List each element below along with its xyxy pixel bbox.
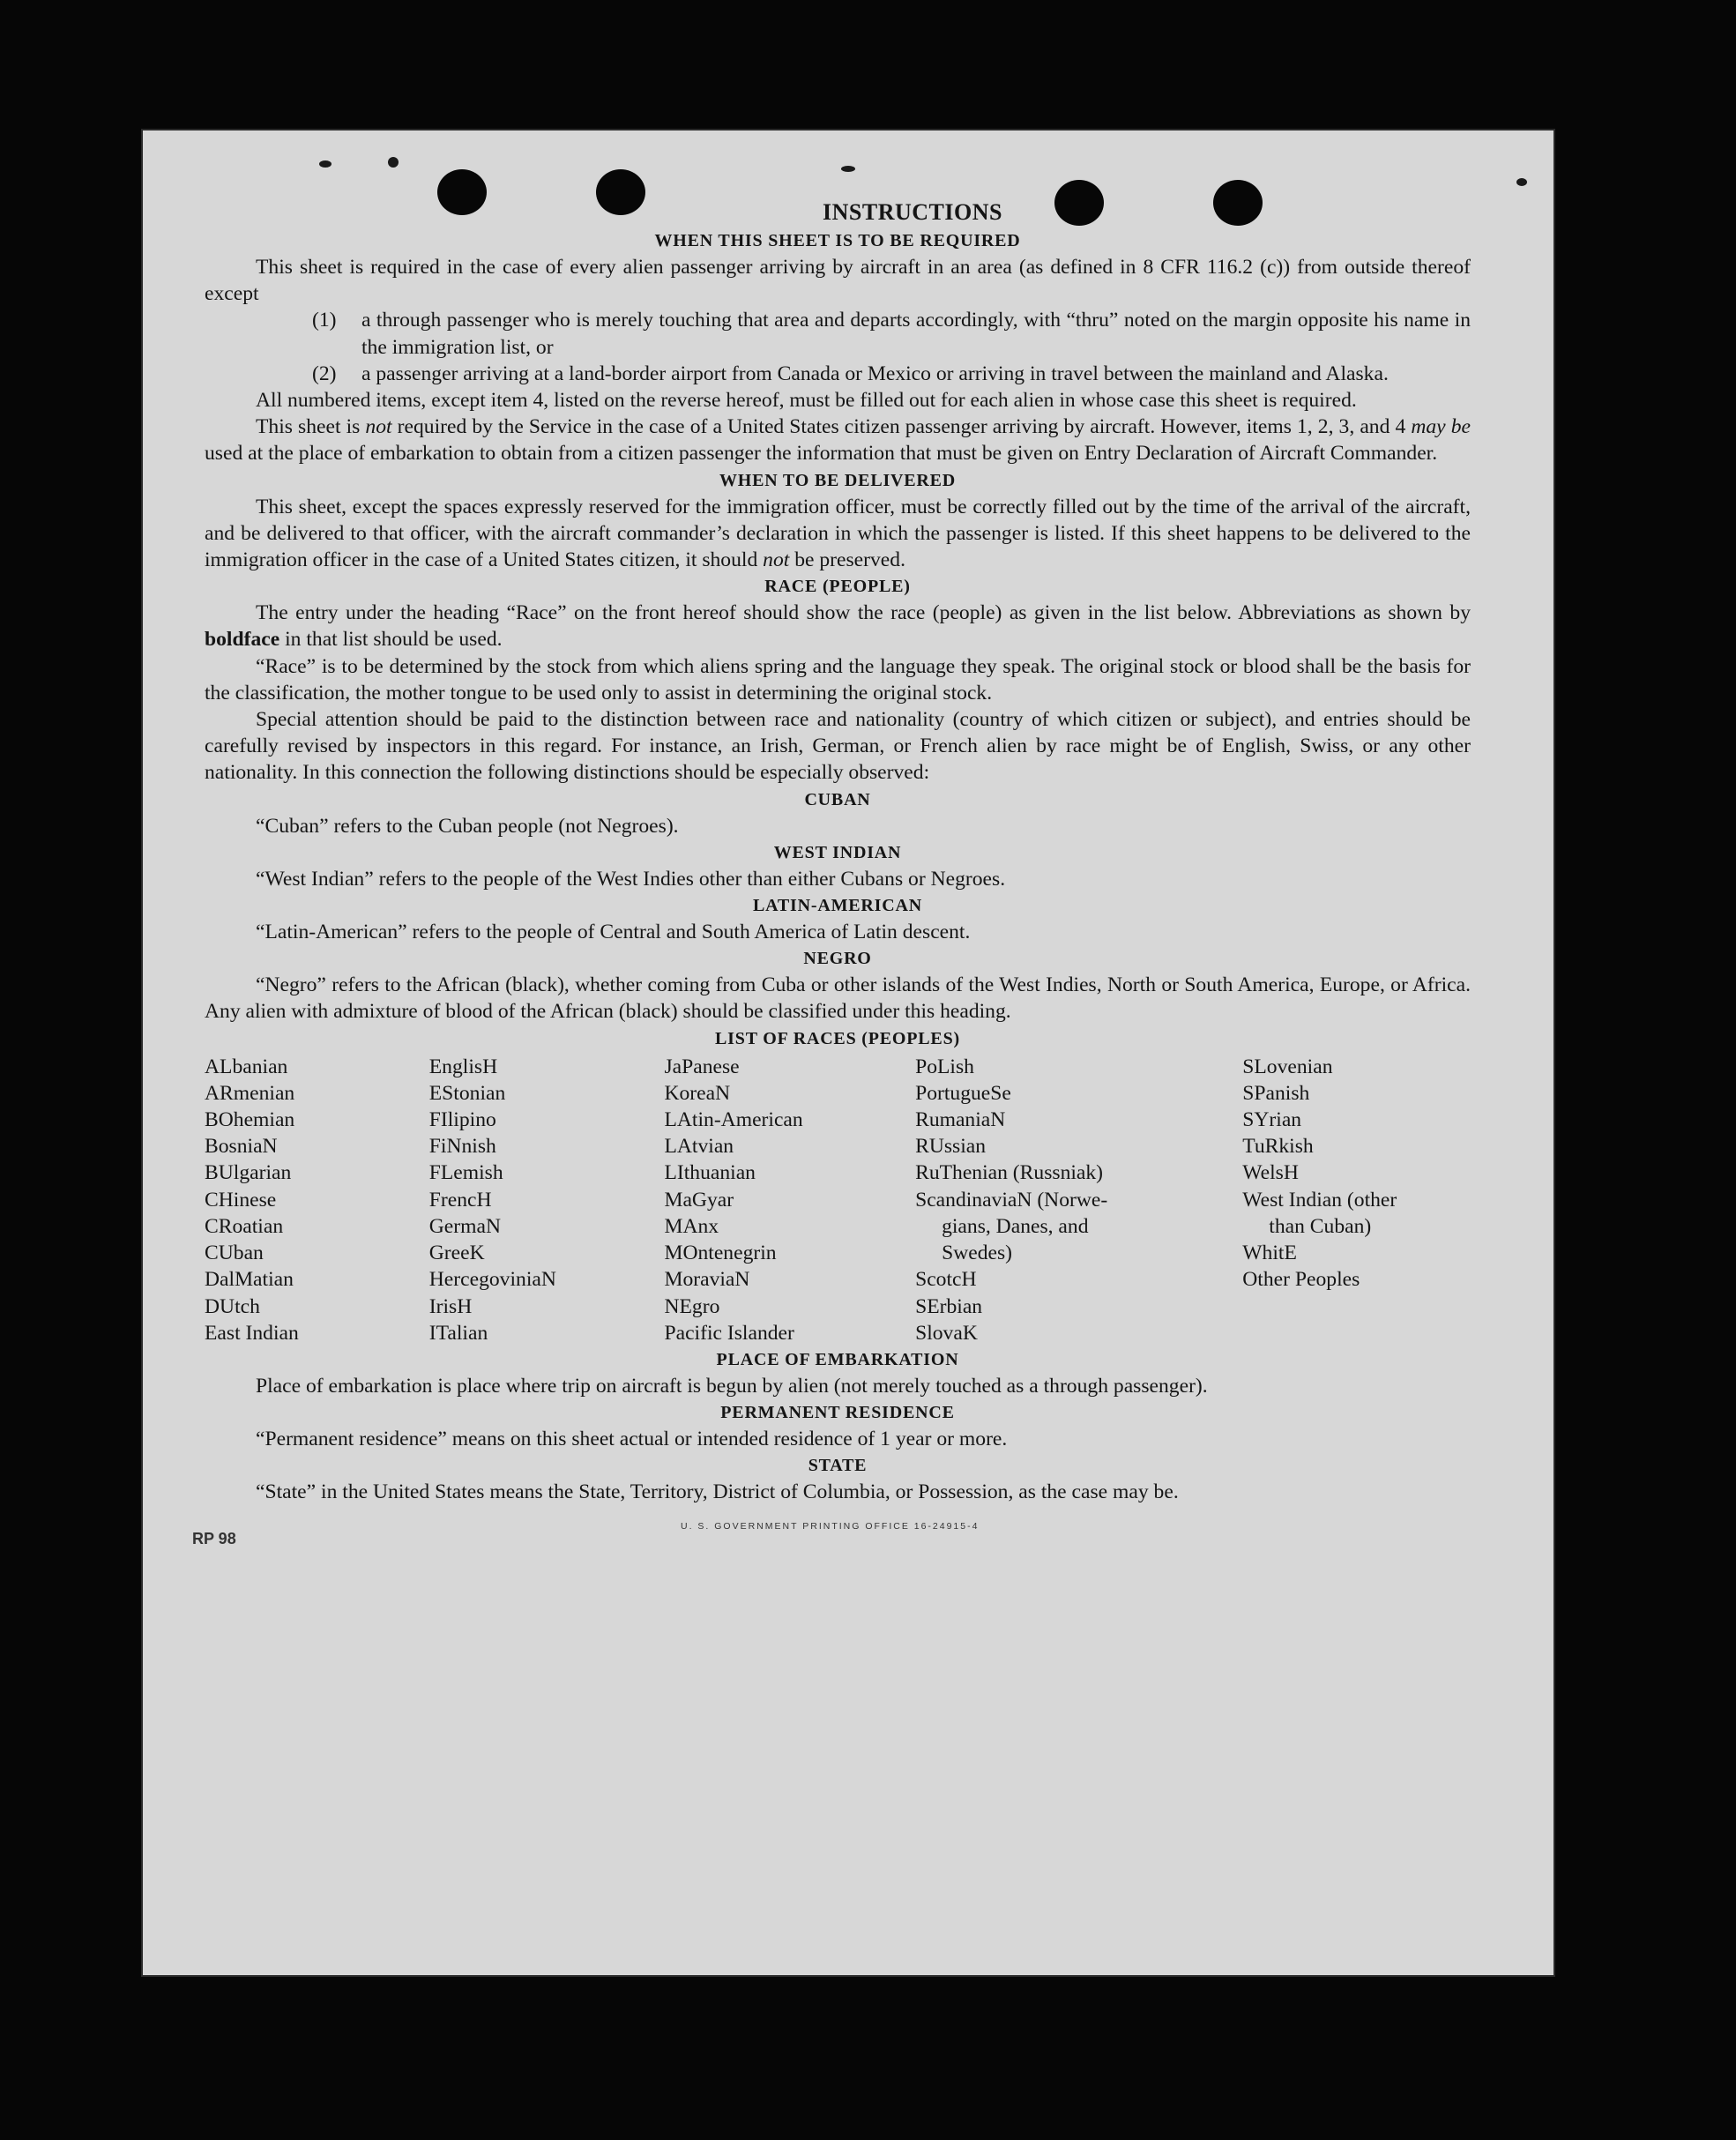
- item-number: (2): [312, 362, 337, 385]
- race-entry: FIlipino: [428, 1108, 496, 1132]
- race-entry: CRoatian: [205, 1214, 284, 1238]
- race-column: [429, 1054, 665, 1346]
- race-column: [205, 1054, 429, 1346]
- section-heading-west-indian: WEST INDIAN: [773, 842, 902, 862]
- race-column: [915, 1054, 1242, 1346]
- race-entry: PoLish: [915, 1055, 974, 1078]
- race-entry: GreeK: [428, 1241, 485, 1265]
- item-number: (1): [312, 309, 337, 332]
- section-heading-state: STATE: [808, 1456, 868, 1476]
- paragraph: This sheet is not required by the Service in the case of a United States citizen passenger arriving by aircraft. However, items 1, 2, 3, and 4 may be used at the place of embarkation to obtain from a citizen passenger the information that must be given on Entry Declaration of Aircraft Commander.: [205, 415, 1471, 466]
- page-title: INSTRUCTIONS: [823, 199, 1002, 225]
- paragraph: “Negro” refers to the African (black), whether coming from Cuba or other islands of the West Indies, North or South America, Europe, or Africa. Any alien with admixture of blood of the African (black) should be classified under this heading.: [205, 973, 1471, 1024]
- paragraph: “Latin-American” refers to the people of Central and South America of Latin descent.: [256, 921, 971, 944]
- race-entry: MAnx: [664, 1214, 719, 1238]
- section-heading-race: RACE (PEOPLE): [764, 577, 911, 597]
- race-entry: RuThenian (Russniak): [915, 1161, 1104, 1185]
- race-entry: MOntenegrin: [664, 1241, 777, 1265]
- race-entry: EStonian: [428, 1081, 506, 1105]
- exception-item: [205, 307, 1471, 360]
- race-entry: SErbian: [915, 1294, 983, 1318]
- race-entry: RumaniaN: [915, 1108, 1006, 1132]
- race-entry: TuRkish: [1242, 1135, 1314, 1159]
- race-entry: SYrian: [1242, 1108, 1302, 1132]
- paragraph: “State” in the United States means the State, Territory, District of Columbia, or Possession, as the case may be.: [256, 1480, 1179, 1504]
- race-entry: FLemish: [428, 1161, 503, 1185]
- paragraph: “Permanent residence” means on this sheet actual or intended residence of 1 year or more.: [256, 1428, 1008, 1451]
- race-entry: ITalian: [428, 1321, 488, 1345]
- race-entry: GermaN: [428, 1214, 501, 1238]
- race-entry: SPanish: [1242, 1081, 1310, 1105]
- paragraph: The entry under the heading “Race” on the front hereof should show the race (people) as given in the list below. Abbreviations as shown by boldface in that list should be used.: [205, 601, 1471, 652]
- item-text: a passenger arriving at a land-border airport from Canada or Mexico or arriving in travel between the mainland and Alaska.: [361, 362, 1389, 385]
- race-entry-continuation: Swedes): [942, 1241, 1013, 1265]
- race-column: [664, 1054, 915, 1346]
- race-column: [1242, 1054, 1471, 1346]
- punch-hole: [1213, 180, 1263, 226]
- race-entry: SlovaK: [915, 1321, 978, 1345]
- race-entry: JaPanese: [664, 1055, 740, 1078]
- race-entry: EnglisH: [428, 1055, 498, 1078]
- ink-speck: [388, 157, 399, 168]
- paragraph: Place of embarkation is place where trip on aircraft is begun by alien (not merely touched as a through passenger).: [256, 1374, 1208, 1398]
- race-entry: East Indian: [205, 1321, 299, 1345]
- punch-hole: [437, 169, 487, 215]
- ink-speck: [319, 160, 332, 168]
- race-entry: IrisH: [428, 1294, 473, 1318]
- race-entry: LIthuanian: [664, 1161, 756, 1185]
- section-heading-required: WHEN THIS SHEET IS TO BE REQUIRED: [654, 231, 1021, 250]
- paragraph: Special attention should be paid to the distinction between race and nationality (country of which citizen or subject), and entries should be carefully revised by inspectors in this regard. For instance, an Irish, German, or French alien by race might be of English, Swiss, or any other nationality. In this connection the following distinctions should be especially observed:: [205, 708, 1471, 785]
- race-entry: ScotcH: [915, 1268, 977, 1292]
- race-entry: FrencH: [428, 1188, 492, 1212]
- race-entry: WelsH: [1242, 1161, 1299, 1185]
- section-heading-list-of-races: LIST OF RACES (PEOPLES): [715, 1028, 960, 1048]
- race-entry: FiNnish: [428, 1135, 496, 1159]
- race-entry: BOhemian: [205, 1108, 295, 1132]
- race-entry: DUtch: [205, 1294, 260, 1318]
- ink-speck: [1516, 178, 1527, 186]
- section-heading-cuban: CUBAN: [804, 789, 871, 809]
- race-entry: ScandinaviaN (Norwe-: [915, 1188, 1108, 1212]
- exception-item: [205, 361, 1471, 387]
- race-entry: LAtin-American: [664, 1108, 803, 1132]
- section-heading-residence: PERMANENT RESIDENCE: [720, 1403, 955, 1423]
- form-code: RP 98: [192, 1529, 236, 1547]
- item-text: a through passenger who is merely touching that area and departs accordingly, with “thru” noted on the margin opposite his name in the immigration list, or: [361, 309, 1471, 359]
- race-entry: HercegoviniaN: [428, 1268, 556, 1292]
- race-list: [205, 1054, 1471, 1346]
- race-entry: MaGyar: [664, 1188, 734, 1212]
- footer: [192, 1508, 1471, 1547]
- punch-hole: [596, 169, 645, 215]
- race-entry: RUssian: [915, 1135, 987, 1159]
- race-entry: DalMatian: [205, 1268, 294, 1292]
- paragraph: All numbered items, except item 4, listed on the reverse hereof, must be filled out for each alien in whose case this sheet is required.: [256, 389, 1357, 413]
- race-entry: Other Peoples: [1242, 1268, 1360, 1292]
- race-entry: LAtvian: [664, 1135, 734, 1159]
- section-heading-latin-american: LATIN-AMERICAN: [753, 896, 922, 916]
- race-entry: West Indian (other: [1242, 1188, 1397, 1212]
- paragraph: This sheet is required in the case of every alien passenger arriving by aircraft in an area (as defined in 8 CFR 116.2 (c)) from outside thereof except: [205, 256, 1471, 306]
- ink-speck: [841, 166, 855, 172]
- race-entry: CHinese: [205, 1188, 277, 1212]
- paragraph: This sheet, except the spaces expressly reserved for the immigration officer, must be correctly filled out by the time of the arrival of the aircraft, and be delivered to that officer, with the aircraft commander’s declaration in which the passenger is listed. If this sheet happens to be delivered to the immigration officer in the case of a United States citizen, it should not be preserved.: [205, 495, 1471, 572]
- document-sheet: [143, 130, 1553, 1975]
- race-entry: PortugueSe: [915, 1081, 1011, 1105]
- printer-imprint: U. S. GOVERNMENT PRINTING OFFICE 16-24915-4: [681, 1520, 980, 1532]
- paragraph: “Cuban” refers to the Cuban people (not Negroes).: [256, 814, 679, 838]
- paragraph: “Race” is to be determined by the stock from which aliens spring and the language they speak. The original stock or blood shall be the basis for the classification, the mother tongue to be used only to assist in determining the original stock.: [205, 654, 1471, 705]
- race-entry-continuation: than Cuban): [1269, 1214, 1372, 1238]
- race-entry: SLovenian: [1242, 1055, 1333, 1078]
- race-entry: ALbanian: [205, 1055, 288, 1078]
- race-entry-continuation: gians, Danes, and: [942, 1214, 1089, 1238]
- section-heading-embarkation: PLACE OF EMBARKATION: [716, 1349, 959, 1369]
- race-entry: Pacific Islander: [664, 1321, 794, 1345]
- paragraph: “West Indian” refers to the people of the West Indies other than either Cubans or Negroes.: [256, 867, 1006, 891]
- race-entry: BUlgarian: [205, 1161, 292, 1185]
- punch-hole: [1054, 180, 1104, 226]
- section-heading-delivered: WHEN TO BE DELIVERED: [719, 470, 957, 490]
- race-entry: WhitE: [1242, 1241, 1297, 1265]
- race-entry: ARmenian: [205, 1081, 295, 1105]
- race-entry: KoreaN: [664, 1081, 731, 1105]
- race-entry: NEgro: [664, 1294, 720, 1318]
- race-entry: MoraviaN: [664, 1268, 750, 1292]
- section-heading-negro: NEGRO: [803, 949, 872, 969]
- race-entry: BosniaN: [205, 1135, 278, 1159]
- race-entry: CUban: [205, 1241, 264, 1265]
